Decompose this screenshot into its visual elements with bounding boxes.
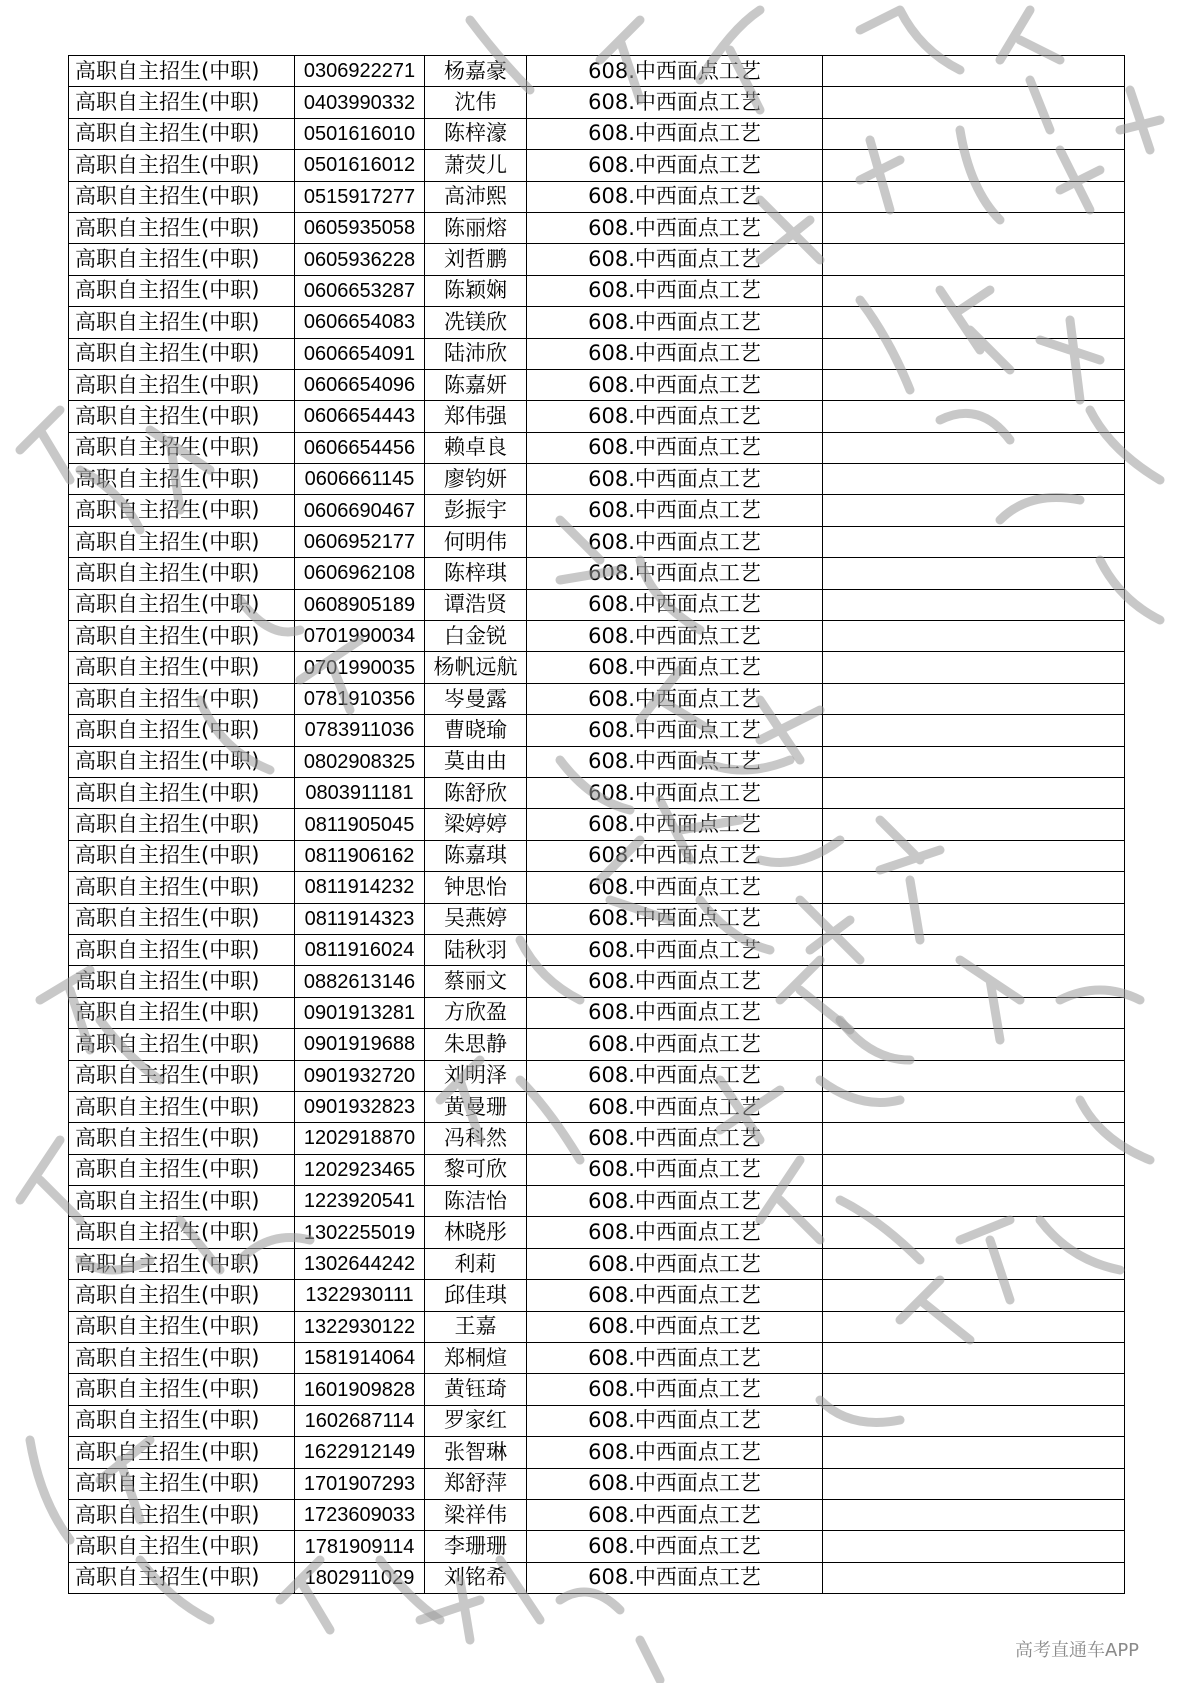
cell-category: 高职自主招生(中职) [69, 997, 295, 1028]
admission-list-table [68, 55, 1125, 1594]
cell-major: 608.中西面点工艺 [527, 558, 823, 589]
cell-student-name: 杨嘉豪 [425, 56, 527, 87]
cell-note [823, 369, 1125, 400]
cell-candidate-id: 0901913281 [295, 997, 425, 1028]
cell-category: 高职自主招生(中职) [69, 401, 295, 432]
cell-category: 高职自主招生(中职) [69, 1468, 295, 1499]
table-row [69, 526, 1125, 557]
cell-category: 高职自主招生(中职) [69, 1311, 295, 1342]
cell-note [823, 1154, 1125, 1185]
cell-note [823, 1468, 1125, 1499]
cell-candidate-id: 0306922271 [295, 56, 425, 87]
cell-note [823, 1091, 1125, 1122]
cell-candidate-id: 1223920541 [295, 1186, 425, 1217]
cell-category: 高职自主招生(中职) [69, 369, 295, 400]
cell-student-name: 曹晓瑜 [425, 715, 527, 746]
cell-category: 高职自主招生(中职) [69, 56, 295, 87]
cell-candidate-id: 1602687114 [295, 1405, 425, 1436]
table-row [69, 1468, 1125, 1499]
table-row [69, 56, 1125, 87]
cell-major: 608.中西面点工艺 [527, 1374, 823, 1405]
cell-major: 608.中西面点工艺 [527, 1343, 823, 1374]
cell-note [823, 1562, 1125, 1593]
cell-candidate-id: 0606962108 [295, 558, 425, 589]
cell-candidate-id: 0811914323 [295, 903, 425, 934]
table-row [69, 652, 1125, 683]
cell-student-name: 陆秋羽 [425, 934, 527, 965]
cell-student-name: 方欣盈 [425, 997, 527, 1028]
table-row [69, 1405, 1125, 1436]
cell-candidate-id: 1581914064 [295, 1343, 425, 1374]
cell-candidate-id: 0882613146 [295, 966, 425, 997]
cell-candidate-id: 0802908325 [295, 746, 425, 777]
cell-category: 高职自主招生(中职) [69, 338, 295, 369]
cell-student-name: 黄钰琦 [425, 1374, 527, 1405]
table-row [69, 934, 1125, 965]
table-row [69, 1437, 1125, 1468]
cell-category: 高职自主招生(中职) [69, 1562, 295, 1593]
cell-candidate-id: 1802911029 [295, 1562, 425, 1593]
cell-candidate-id: 0606654091 [295, 338, 425, 369]
table-row [69, 369, 1125, 400]
cell-major: 608.中西面点工艺 [527, 1217, 823, 1248]
cell-candidate-id: 0501616010 [295, 118, 425, 149]
table-row [69, 87, 1125, 118]
cell-category: 高职自主招生(中职) [69, 181, 295, 212]
cell-major: 608.中西面点工艺 [527, 683, 823, 714]
cell-major: 608.中西面点工艺 [527, 1123, 823, 1154]
cell-major: 608.中西面点工艺 [527, 1531, 823, 1562]
cell-note [823, 589, 1125, 620]
cell-note [823, 1029, 1125, 1060]
cell-candidate-id: 0608905189 [295, 589, 425, 620]
cell-candidate-id: 1202918870 [295, 1123, 425, 1154]
cell-category: 高职自主招生(中职) [69, 621, 295, 652]
cell-category: 高职自主招生(中职) [69, 934, 295, 965]
table-row [69, 244, 1125, 275]
cell-student-name: 郑桐煊 [425, 1343, 527, 1374]
cell-student-name: 白金锐 [425, 621, 527, 652]
table-row [69, 1374, 1125, 1405]
cell-student-name: 邱佳琪 [425, 1280, 527, 1311]
cell-category: 高职自主招生(中职) [69, 1029, 295, 1060]
cell-student-name: 黎可欣 [425, 1154, 527, 1185]
table-row [69, 1060, 1125, 1091]
cell-major: 608.中西面点工艺 [527, 1562, 823, 1593]
table-row [69, 212, 1125, 243]
cell-candidate-id: 0811916024 [295, 934, 425, 965]
cell-major: 608.中西面点工艺 [527, 777, 823, 808]
cell-note [823, 777, 1125, 808]
table-row [69, 401, 1125, 432]
cell-student-name: 吴燕婷 [425, 903, 527, 934]
table-row [69, 1186, 1125, 1217]
cell-student-name: 陈嘉妍 [425, 369, 527, 400]
table-row [69, 275, 1125, 306]
cell-category: 高职自主招生(中职) [69, 307, 295, 338]
cell-major: 608.中西面点工艺 [527, 181, 823, 212]
cell-candidate-id: 0606654443 [295, 401, 425, 432]
cell-major: 608.中西面点工艺 [527, 934, 823, 965]
cell-major: 608.中西面点工艺 [527, 1186, 823, 1217]
cell-note [823, 307, 1125, 338]
cell-candidate-id: 1723609033 [295, 1499, 425, 1530]
cell-note [823, 1060, 1125, 1091]
table-row [69, 1248, 1125, 1279]
cell-student-name: 陆沛欣 [425, 338, 527, 369]
cell-note [823, 1311, 1125, 1342]
cell-student-name: 罗家红 [425, 1405, 527, 1436]
cell-candidate-id: 0606952177 [295, 526, 425, 557]
cell-category: 高职自主招生(中职) [69, 432, 295, 463]
cell-candidate-id: 0701990034 [295, 621, 425, 652]
cell-candidate-id: 1322930111 [295, 1280, 425, 1311]
cell-category: 高职自主招生(中职) [69, 1405, 295, 1436]
cell-note [823, 903, 1125, 934]
cell-note [823, 715, 1125, 746]
cell-student-name: 赖卓良 [425, 432, 527, 463]
cell-note [823, 934, 1125, 965]
table-row [69, 1123, 1125, 1154]
cell-note [823, 526, 1125, 557]
cell-note [823, 1186, 1125, 1217]
cell-note [823, 1217, 1125, 1248]
cell-note [823, 150, 1125, 181]
cell-category: 高职自主招生(中职) [69, 809, 295, 840]
cell-note [823, 1248, 1125, 1279]
cell-student-name: 黄曼珊 [425, 1091, 527, 1122]
cell-student-name: 彭振宇 [425, 495, 527, 526]
table-row [69, 715, 1125, 746]
table-row [69, 997, 1125, 1028]
table-row [69, 181, 1125, 212]
cell-major: 608.中西面点工艺 [527, 1499, 823, 1530]
cell-major: 608.中西面点工艺 [527, 56, 823, 87]
cell-major: 608.中西面点工艺 [527, 1437, 823, 1468]
cell-category: 高职自主招生(中职) [69, 1343, 295, 1374]
cell-candidate-id: 0605936228 [295, 244, 425, 275]
cell-major: 608.中西面点工艺 [527, 1154, 823, 1185]
cell-note [823, 997, 1125, 1028]
cell-category: 高职自主招生(中职) [69, 1499, 295, 1530]
table-row [69, 872, 1125, 903]
cell-major: 608.中西面点工艺 [527, 87, 823, 118]
cell-major: 608.中西面点工艺 [527, 338, 823, 369]
table-row [69, 307, 1125, 338]
cell-major: 608.中西面点工艺 [527, 621, 823, 652]
table-body [69, 56, 1125, 1594]
cell-note [823, 495, 1125, 526]
cell-student-name: 何明伟 [425, 526, 527, 557]
table-row [69, 1029, 1125, 1060]
cell-note [823, 87, 1125, 118]
cell-category: 高职自主招生(中职) [69, 1154, 295, 1185]
cell-candidate-id: 1302255019 [295, 1217, 425, 1248]
cell-student-name: 郑伟强 [425, 401, 527, 432]
cell-candidate-id: 0606661145 [295, 464, 425, 495]
cell-candidate-id: 0811905045 [295, 809, 425, 840]
cell-category: 高职自主招生(中职) [69, 464, 295, 495]
cell-candidate-id: 0781910356 [295, 683, 425, 714]
table-row [69, 746, 1125, 777]
cell-candidate-id: 1302644242 [295, 1248, 425, 1279]
cell-student-name: 陈梓琪 [425, 558, 527, 589]
cell-note [823, 401, 1125, 432]
cell-student-name: 李珊珊 [425, 1531, 527, 1562]
cell-note [823, 56, 1125, 87]
cell-candidate-id: 0606654096 [295, 369, 425, 400]
cell-note [823, 181, 1125, 212]
cell-candidate-id: 0606690467 [295, 495, 425, 526]
cell-candidate-id: 0803911181 [295, 777, 425, 808]
cell-candidate-id: 0606654083 [295, 307, 425, 338]
cell-note [823, 464, 1125, 495]
table-row [69, 621, 1125, 652]
cell-student-name: 蔡丽文 [425, 966, 527, 997]
cell-student-name: 朱思静 [425, 1029, 527, 1060]
table-row [69, 558, 1125, 589]
cell-major: 608.中西面点工艺 [527, 1280, 823, 1311]
cell-student-name: 莫由由 [425, 746, 527, 777]
cell-student-name: 高沛熙 [425, 181, 527, 212]
cell-major: 608.中西面点工艺 [527, 746, 823, 777]
cell-major: 608.中西面点工艺 [527, 715, 823, 746]
cell-category: 高职自主招生(中职) [69, 589, 295, 620]
table-row [69, 840, 1125, 871]
cell-major: 608.中西面点工艺 [527, 652, 823, 683]
cell-candidate-id: 1781909114 [295, 1531, 425, 1562]
cell-major: 608.中西面点工艺 [527, 212, 823, 243]
table-row [69, 1531, 1125, 1562]
cell-student-name: 钟思怡 [425, 872, 527, 903]
cell-category: 高职自主招生(中职) [69, 118, 295, 149]
cell-candidate-id: 0701990035 [295, 652, 425, 683]
cell-major: 608.中西面点工艺 [527, 369, 823, 400]
cell-major: 608.中西面点工艺 [527, 1029, 823, 1060]
cell-student-name: 岑曼露 [425, 683, 527, 714]
cell-student-name: 刘哲鹏 [425, 244, 527, 275]
cell-note [823, 621, 1125, 652]
cell-student-name: 张智琳 [425, 1437, 527, 1468]
cell-student-name: 谭浩贤 [425, 589, 527, 620]
cell-major: 608.中西面点工艺 [527, 150, 823, 181]
table-row [69, 464, 1125, 495]
cell-category: 高职自主招生(中职) [69, 150, 295, 181]
cell-category: 高职自主招生(中职) [69, 872, 295, 903]
cell-category: 高职自主招生(中职) [69, 1123, 295, 1154]
cell-candidate-id: 0515917277 [295, 181, 425, 212]
cell-major: 608.中西面点工艺 [527, 809, 823, 840]
cell-major: 608.中西面点工艺 [527, 1468, 823, 1499]
cell-major: 608.中西面点工艺 [527, 495, 823, 526]
cell-category: 高职自主招生(中职) [69, 715, 295, 746]
cell-note [823, 1374, 1125, 1405]
cell-major: 608.中西面点工艺 [527, 1248, 823, 1279]
table-row [69, 1217, 1125, 1248]
cell-student-name: 沈伟 [425, 87, 527, 118]
cell-candidate-id: 0605935058 [295, 212, 425, 243]
cell-student-name: 陈梓濠 [425, 118, 527, 149]
cell-note [823, 840, 1125, 871]
cell-note [823, 872, 1125, 903]
cell-category: 高职自主招生(中职) [69, 903, 295, 934]
table-row [69, 150, 1125, 181]
cell-student-name: 陈舒欣 [425, 777, 527, 808]
cell-category: 高职自主招生(中职) [69, 1091, 295, 1122]
cell-student-name: 陈嘉琪 [425, 840, 527, 871]
cell-major: 608.中西面点工艺 [527, 464, 823, 495]
cell-student-name: 梁婷婷 [425, 809, 527, 840]
cell-note [823, 118, 1125, 149]
table-row [69, 1562, 1125, 1593]
cell-major: 608.中西面点工艺 [527, 589, 823, 620]
cell-category: 高职自主招生(中职) [69, 212, 295, 243]
cell-student-name: 利莉 [425, 1248, 527, 1279]
table-row [69, 1280, 1125, 1311]
cell-candidate-id: 0811906162 [295, 840, 425, 871]
cell-major: 608.中西面点工艺 [527, 275, 823, 306]
cell-candidate-id: 1601909828 [295, 1374, 425, 1405]
cell-student-name: 刘铭希 [425, 1562, 527, 1593]
cell-major: 608.中西面点工艺 [527, 997, 823, 1028]
cell-category: 高职自主招生(中职) [69, 1531, 295, 1562]
cell-note [823, 338, 1125, 369]
cell-category: 高职自主招生(中职) [69, 244, 295, 275]
footer-app-label: 高考直通车APP [1015, 1640, 1140, 1661]
cell-category: 高职自主招生(中职) [69, 683, 295, 714]
cell-major: 608.中西面点工艺 [527, 966, 823, 997]
cell-note [823, 1531, 1125, 1562]
cell-candidate-id: 1622912149 [295, 1437, 425, 1468]
cell-student-name: 梁祥伟 [425, 1499, 527, 1530]
cell-category: 高职自主招生(中职) [69, 840, 295, 871]
cell-major: 608.中西面点工艺 [527, 1091, 823, 1122]
cell-category: 高职自主招生(中职) [69, 275, 295, 306]
cell-category: 高职自主招生(中职) [69, 1060, 295, 1091]
cell-category: 高职自主招生(中职) [69, 652, 295, 683]
cell-candidate-id: 0901932823 [295, 1091, 425, 1122]
cell-major: 608.中西面点工艺 [527, 1311, 823, 1342]
cell-note [823, 212, 1125, 243]
cell-major: 608.中西面点工艺 [527, 118, 823, 149]
cell-category: 高职自主招生(中职) [69, 495, 295, 526]
cell-major: 608.中西面点工艺 [527, 432, 823, 463]
cell-major: 608.中西面点工艺 [527, 244, 823, 275]
table-row [69, 1311, 1125, 1342]
cell-category: 高职自主招生(中职) [69, 966, 295, 997]
cell-student-name: 林晓彤 [425, 1217, 527, 1248]
cell-student-name: 廖钧妍 [425, 464, 527, 495]
cell-note [823, 746, 1125, 777]
cell-major: 608.中西面点工艺 [527, 1405, 823, 1436]
cell-major: 608.中西面点工艺 [527, 903, 823, 934]
cell-candidate-id: 0901932720 [295, 1060, 425, 1091]
cell-category: 高职自主招生(中职) [69, 777, 295, 808]
table-row [69, 495, 1125, 526]
cell-note [823, 244, 1125, 275]
cell-note [823, 558, 1125, 589]
cell-major: 608.中西面点工艺 [527, 307, 823, 338]
cell-candidate-id: 1322930122 [295, 1311, 425, 1342]
cell-category: 高职自主招生(中职) [69, 526, 295, 557]
table-row [69, 1091, 1125, 1122]
cell-candidate-id: 0606653287 [295, 275, 425, 306]
cell-note [823, 1123, 1125, 1154]
table-row [69, 338, 1125, 369]
table-row [69, 683, 1125, 714]
cell-note [823, 1343, 1125, 1374]
table-row [69, 432, 1125, 463]
cell-note [823, 1437, 1125, 1468]
cell-student-name: 冼镁欣 [425, 307, 527, 338]
cell-note [823, 652, 1125, 683]
cell-candidate-id: 0606654456 [295, 432, 425, 463]
cell-student-name: 刘明泽 [425, 1060, 527, 1091]
cell-candidate-id: 0901919688 [295, 1029, 425, 1060]
cell-candidate-id: 1701907293 [295, 1468, 425, 1499]
cell-student-name: 陈洁怡 [425, 1186, 527, 1217]
cell-candidate-id: 0403990332 [295, 87, 425, 118]
cell-candidate-id: 0811914232 [295, 872, 425, 903]
cell-note [823, 683, 1125, 714]
cell-category: 高职自主招生(中职) [69, 1248, 295, 1279]
table-row [69, 966, 1125, 997]
table-row [69, 118, 1125, 149]
cell-student-name: 王嘉 [425, 1311, 527, 1342]
table-row [69, 1499, 1125, 1530]
cell-candidate-id: 1202923465 [295, 1154, 425, 1185]
cell-student-name: 杨帆远航 [425, 652, 527, 683]
cell-note [823, 966, 1125, 997]
cell-note [823, 1499, 1125, 1530]
cell-candidate-id: 0501616012 [295, 150, 425, 181]
cell-student-name: 陈丽熔 [425, 212, 527, 243]
cell-note [823, 809, 1125, 840]
table-row [69, 1154, 1125, 1185]
cell-category: 高职自主招生(中职) [69, 1280, 295, 1311]
cell-category: 高职自主招生(中职) [69, 1374, 295, 1405]
table-row [69, 589, 1125, 620]
cell-category: 高职自主招生(中职) [69, 87, 295, 118]
cell-student-name: 陈颖娴 [425, 275, 527, 306]
cell-student-name: 郑舒萍 [425, 1468, 527, 1499]
cell-major: 608.中西面点工艺 [527, 872, 823, 903]
cell-category: 高职自主招生(中职) [69, 1186, 295, 1217]
cell-category: 高职自主招生(中职) [69, 1437, 295, 1468]
cell-major: 608.中西面点工艺 [527, 526, 823, 557]
cell-student-name: 冯科然 [425, 1123, 527, 1154]
cell-major: 608.中西面点工艺 [527, 840, 823, 871]
cell-major: 608.中西面点工艺 [527, 401, 823, 432]
cell-note [823, 275, 1125, 306]
table-row [69, 777, 1125, 808]
cell-category: 高职自主招生(中职) [69, 558, 295, 589]
cell-candidate-id: 0783911036 [295, 715, 425, 746]
cell-note [823, 1405, 1125, 1436]
cell-student-name: 萧荧儿 [425, 150, 527, 181]
table-row [69, 903, 1125, 934]
cell-major: 608.中西面点工艺 [527, 1060, 823, 1091]
table-row [69, 809, 1125, 840]
cell-note [823, 432, 1125, 463]
cell-note [823, 1280, 1125, 1311]
cell-category: 高职自主招生(中职) [69, 1217, 295, 1248]
table-row [69, 1343, 1125, 1374]
cell-category: 高职自主招生(中职) [69, 746, 295, 777]
